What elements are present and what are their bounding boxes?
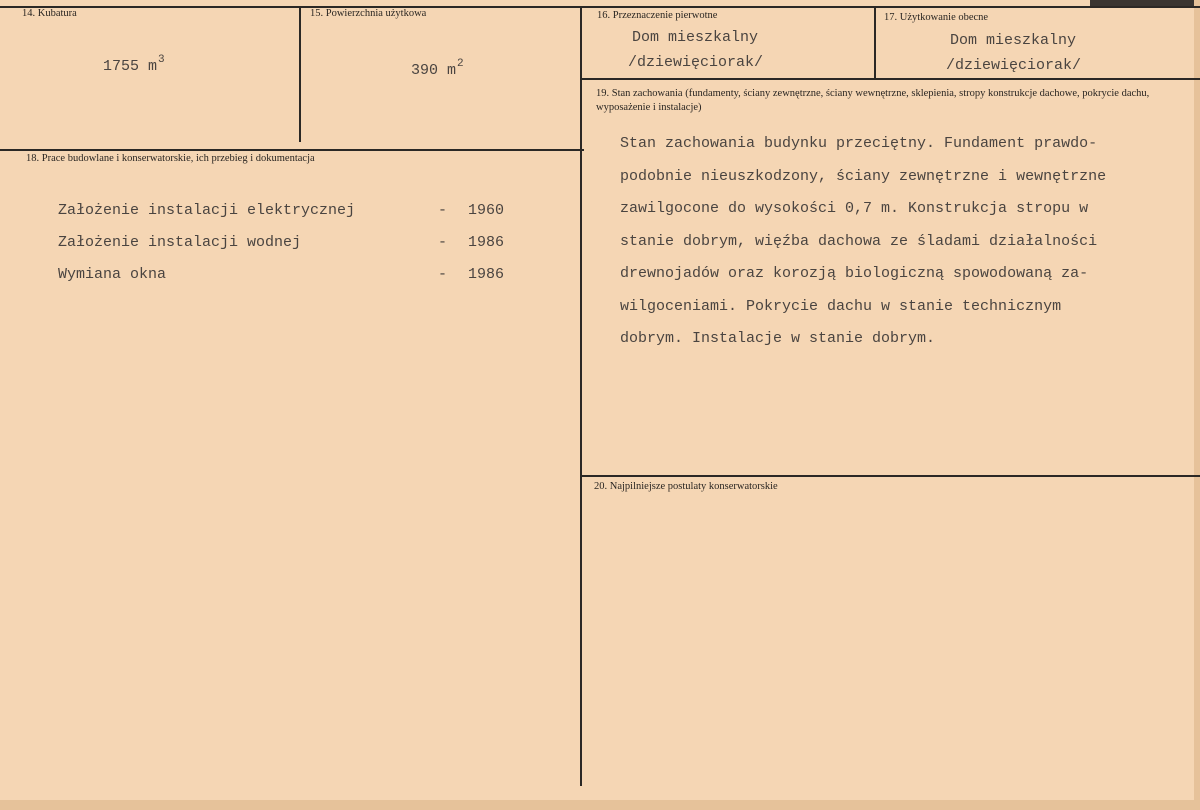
condition-line: drewnojadów oraz korozją biologiczną spowodowaną za- <box>620 265 1089 282</box>
work-dash: - <box>438 266 448 283</box>
work-dash: - <box>438 202 448 219</box>
field-14-label: 14. Kubatura <box>22 8 77 19</box>
field-15-label: 15. Powierzchnia użytkowa <box>310 8 427 19</box>
field-14-value <box>103 54 165 75</box>
field-17-line-1: Dom mieszkalny <box>950 32 1077 49</box>
work-description: Wymiana okna <box>58 266 167 283</box>
field-17-label: 17. Użytkowanie obecne <box>884 12 989 23</box>
main-vertical-divider <box>580 6 582 786</box>
rule-above-18 <box>0 149 584 151</box>
work-description: Założenie instalacji elektrycznej <box>58 202 356 219</box>
condition-line: dobrym. Instalacje w stanie dobrym. <box>620 330 936 347</box>
field-16-label: 16. Przeznaczenie pierwotne <box>597 10 718 21</box>
work-dash: - <box>438 234 448 251</box>
rule-above-20 <box>582 475 1200 477</box>
divider-16-17 <box>874 6 876 78</box>
kubatura-value: 1755 m <box>103 58 158 75</box>
field-15-value <box>411 58 464 79</box>
work-description: Założenie instalacji wodnej <box>58 234 302 251</box>
condition-text <box>620 128 1180 356</box>
condition-line: Stan zachowania budynku przeciętny. Fundament prawdo- <box>620 135 1098 152</box>
work-year: 1986 <box>468 266 505 283</box>
work-row <box>58 202 518 224</box>
area-value: 390 m <box>411 62 457 79</box>
field-16-line-1: Dom mieszkalny <box>632 29 759 46</box>
work-year: 1986 <box>468 234 505 251</box>
condition-line: stanie dobrym, więźba dachowa ze śladami działalności <box>620 232 1098 250</box>
field-16-line-2: /dziewięciorak/ <box>628 54 764 71</box>
condition-line: zawilgocone do wysokości 0,7 m. Konstrukcja stropu w <box>620 200 1089 217</box>
top-rule <box>0 6 1200 8</box>
kubatura-exponent: 3 <box>158 54 165 66</box>
field-17-line-2: /dziewięciorak/ <box>946 57 1082 74</box>
condition-line: podobnie nieuszkodzony, ściany zewnętrzne i wewnętrzne <box>620 167 1107 185</box>
field-18-label: 18. Prace budowlane i konserwatorskie, ich przebieg i dokumentacja <box>26 153 315 164</box>
bottom-edge-shadow <box>0 800 1200 810</box>
field-19-label: 19. Stan zachowania (fundamenty, ściany zewnętrzne, ściany wewnętrzne, sklepienia, stropy konstrukcje dachowe, pokrycie dachu, wyposażenie i instalacje) <box>596 88 1150 113</box>
field-20-label: 20. Najpilniejsze postulaty konserwatorskie <box>594 481 778 492</box>
divider-14-15 <box>299 6 301 142</box>
rule-above-19 <box>582 78 1200 80</box>
right-edge-shadow <box>1194 0 1200 810</box>
work-year: 1960 <box>468 202 505 219</box>
area-exponent: 2 <box>457 58 464 70</box>
work-row <box>58 234 518 256</box>
condition-line: wilgoceniami. Pokrycie dachu w stanie technicznym <box>620 297 1062 315</box>
work-row <box>58 266 518 288</box>
